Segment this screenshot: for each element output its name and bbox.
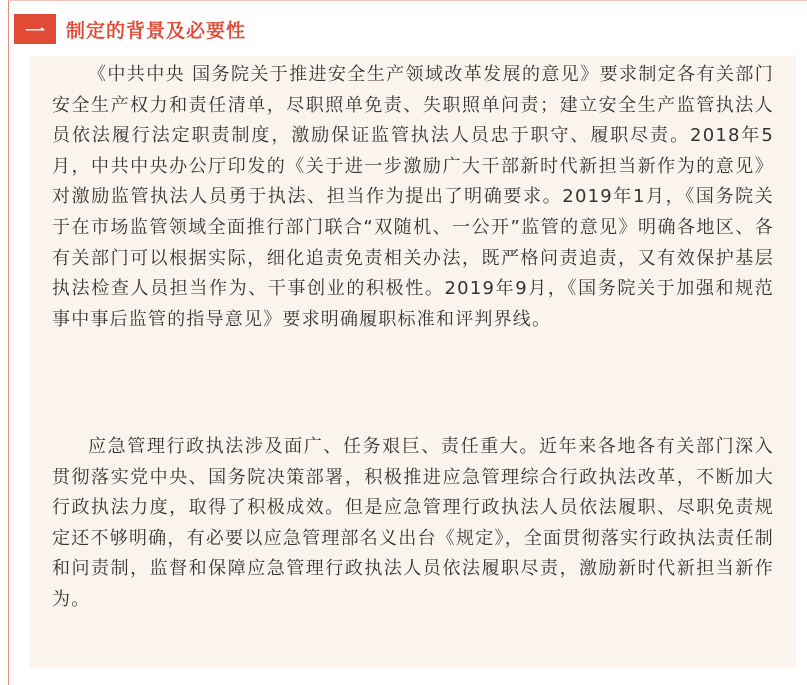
section-title: 制定的背景及必要性 — [66, 19, 247, 42]
top-border-line — [8, 0, 807, 1]
section-heading — [14, 14, 246, 44]
body-paragraph-necessity: 应急管理行政执法涉及面广、任务艰巨、责任重大。近年来各地各有关部门深入贯彻落实党中央、国务院决策部署，积极推进应急管理综合行政执法改革，不断加大行政执法力度，取得了积极成效。但是应急管理行政执法人员依法履职、尽职免责规定还不够明确，有必要以应急管理部名义出台《规定》，全面贯彻落实行政执法责任制和问责制，监督和保障应急管理行政执法人员依法履职尽责，激励新时代新担当新作为。 — [52, 436, 774, 610]
left-border-line — [8, 0, 9, 685]
body-paragraph-background: 《中共中央 国务院关于推进安全生产领域改革发展的意见》要求制定各有关部门安全生产权力和责任清单，尽职照单免责、失职照单问责；建立安全生产监管执法人员依法履行法定职责制度，激励保证监管执法人员忠于职守、履职尽责。2018年5月，中共中央办公厅印发的《关于进一步激励广大干部新时代新担当新作为的意见》对激励监管执法人员勇于执法、担当作为提出了明确要求。2019年1月，《国务院关于在市场监管领域全面推行部门联合“双随机、一公开”监管的意见》明确各地区、各有关部门可以根据实际，细化追责免责相关办法，既严格问责追责，又有效保护基层执法检查人员担当作为、干事创业的积极性。2019年9月，《国务院关于加强和规范事中事后监管的指导意见》要求明确履职标准和评判界线。 — [52, 64, 774, 330]
section-number-badge: 一 — [14, 14, 56, 44]
